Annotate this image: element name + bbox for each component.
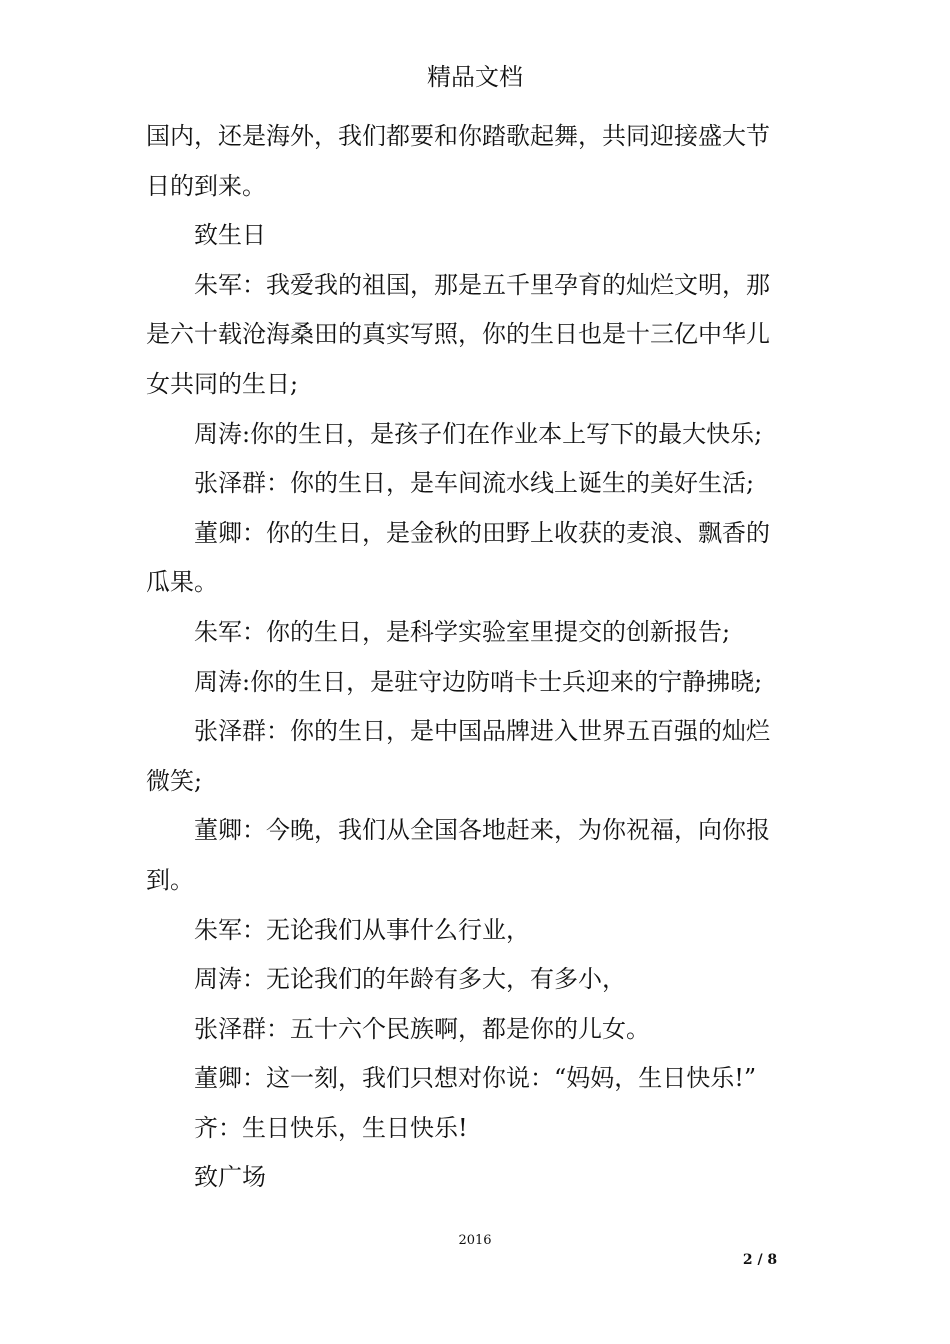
footer-year: 2016 — [458, 1233, 492, 1248]
paragraph-line: 周涛:你的生日，是孩子们在作业本上写下的最大快乐; — [194, 419, 763, 448]
page-header — [0, 60, 950, 94]
paragraph-line: 到。 — [146, 865, 194, 894]
section-heading: 致生日 — [194, 221, 266, 250]
paragraph-line: 张泽群：你的生日，是中国品牌进入世界五百强的灿烂 — [194, 717, 770, 746]
paragraph-line: 是六十载沧海桑田的真实写照，你的生日也是十三亿中华儿 — [146, 320, 770, 349]
paragraph-line: 周涛：无论我们的年龄有多大，有多小， — [194, 965, 626, 994]
paragraph-line: 董卿：今晚，我们从全国各地赶来，为你祝福，向你报 — [194, 816, 770, 845]
document-body — [146, 112, 814, 1203]
paragraph-line: 微笑; — [146, 766, 203, 795]
paragraph-line: 朱军：无论我们从事什么行业， — [194, 915, 530, 944]
paragraph-line: 董卿：这一刻，我们只想对你说：“妈妈，生日快乐!” — [194, 1064, 757, 1093]
paragraph-line: 张泽群：你的生日，是车间流水线上诞生的美好生活; — [194, 469, 755, 498]
page-number: 2 / 8 — [742, 1252, 778, 1268]
paragraph-line: 周涛:你的生日，是驻守边防哨卡士兵迎来的宁静拂晓; — [194, 667, 763, 696]
paragraph-line: 国内，还是海外，我们都要和你踏歌起舞，共同迎接盛大节 — [146, 122, 770, 150]
paragraph-line: 瓜果。 — [146, 568, 218, 597]
paragraph-line: 日的到来。 — [146, 171, 266, 200]
header-title: 精品文档 — [427, 63, 523, 91]
paragraph-line: 齐：生日快乐，生日快乐! — [194, 1113, 468, 1142]
paragraph-line: 董卿：你的生日，是金秋的田野上收获的麦浪、飘香的 — [194, 518, 770, 547]
paragraph-line: 张泽群：五十六个民族啊，都是你的儿女。 — [194, 1014, 650, 1043]
paragraph-line: 女共同的生日; — [146, 369, 299, 398]
paragraph-line: 朱军：你的生日，是科学实验室里提交的创新报告; — [194, 617, 731, 646]
section-heading: 致广场 — [194, 1163, 266, 1192]
paragraph-line: 朱军：我爱我的祖国，那是五千里孕育的灿烂文明，那 — [194, 270, 770, 299]
